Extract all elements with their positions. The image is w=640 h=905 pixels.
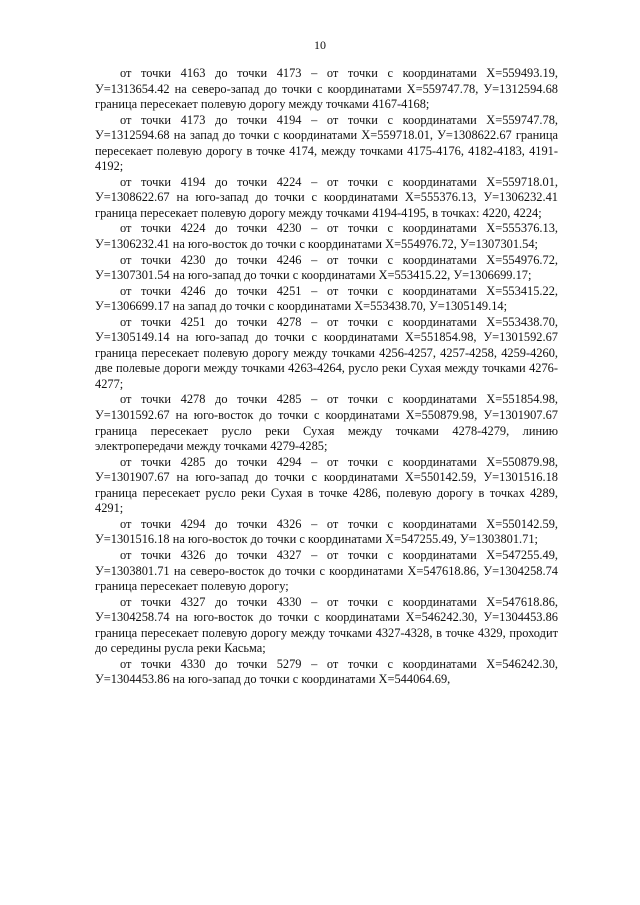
boundary-paragraph: от точки 4326 до точки 4327 – от точки с координатами X=547255.49, У=1303801.71 на северо-восток до точки с координатами X=547618.86, У=1304258.74 граница пересекает полевую дорогу;: [95, 547, 558, 594]
boundary-paragraph: от точки 4294 до точки 4326 – от точки с координатами X=550142.59, У=1301516.18 на юго-восток до точки с координатами X=547255.49, У=1303801.71;: [95, 516, 558, 547]
boundary-paragraph: от точки 4163 до точки 4173 – от точки с координатами X=559493.19, У=1313654.42 на северо-запад до точки с координатами X=559747.78, У=1312594.68 граница пересекает полевую дорогу между точками 4167-4168;: [95, 66, 558, 112]
page-number: 10: [314, 38, 326, 52]
boundary-paragraph: от точки 4173 до точки 4194 – от точки с координатами X=559747.78, У=1312594.68 на запад до точки с координатами X=559718.01, У=1308622.67 граница пересекает полевую дорогу в точке 4174, между точками 4175-4176, 4182-4183, 4191-4192;: [95, 112, 558, 174]
boundary-paragraph: от точки 4230 до точки 4246 – от точки с координатами X=554976.72, У=1307301.54 на юго-запад до точки с координатами X=553415.22, У=1306699.17;: [95, 252, 558, 283]
boundary-paragraph: от точки 4285 до точки 4294 – от точки с координатами X=550879.98, У=1301907.67 на юго-запад до точки с координатами X=550142.59, У=1301516.18 граница пересекает русло реки Сухая в точке 4286, полевую дорогу в точках 4289, 4291;: [95, 454, 558, 516]
boundary-paragraph: от точки 4194 до точки 4224 – от точки с координатами X=559718.01, У=1308622.67 на юго-запад до точки с координатами X=555376.13, У=1306232.41 граница пересекает полевую дорогу между точками 4194-4195, в точках: 4220, 4224;: [95, 174, 558, 220]
boundary-paragraph: от точки 4251 до точки 4278 – от точки с координатами X=553438.70, У=1305149.14 на юго-запад до точки с координатами X=551854.98, У=1301592.67 граница пересекает полевую дорогу между точками 4256-4257, 4257-4258, 4259-4260, две полевые дороги между точками 4263-4264, русло реки Сухая между точками 4276-4277;: [95, 314, 558, 391]
boundary-paragraph: от точки 4246 до точки 4251 – от точки с координатами X=553415.22, У=1306699.17 на запад до точки с координатами X=553438.70, У=1305149.14;: [95, 283, 558, 314]
boundary-paragraph: от точки 4330 до точки 5279 – от точки с координатами X=546242.30, У=1304453.86 на юго-запад до точки с координатами X=544064.69,: [95, 656, 558, 687]
boundary-paragraph: от точки 4278 до точки 4285 – от точки с координатами X=551854.98, У=1301592.67 на юго-восток до точки с координатами X=550879.98, У=1301907.67 граница пересекает русло реки Сухая между точками 4278-4279, линию электропередачи между точками 4279-4285;: [95, 392, 558, 454]
document-body: [95, 66, 558, 688]
boundary-paragraph: от точки 4224 до точки 4230 – от точки с координатами X=555376.13, У=1306232.41 на юго-восток до точки с координатами X=554976.72, У=1307301.54;: [95, 221, 558, 252]
boundary-paragraph: от точки 4327 до точки 4330 – от точки с координатами X=547618.86, У=1304258.74 на юго-восток до точки с координатами X=546242.30, У=1304453.86 граница пересекает полевую дорогу между точками 4327-4328, в точке 4329, проходит до середины русла реки Касьма;: [95, 594, 558, 656]
